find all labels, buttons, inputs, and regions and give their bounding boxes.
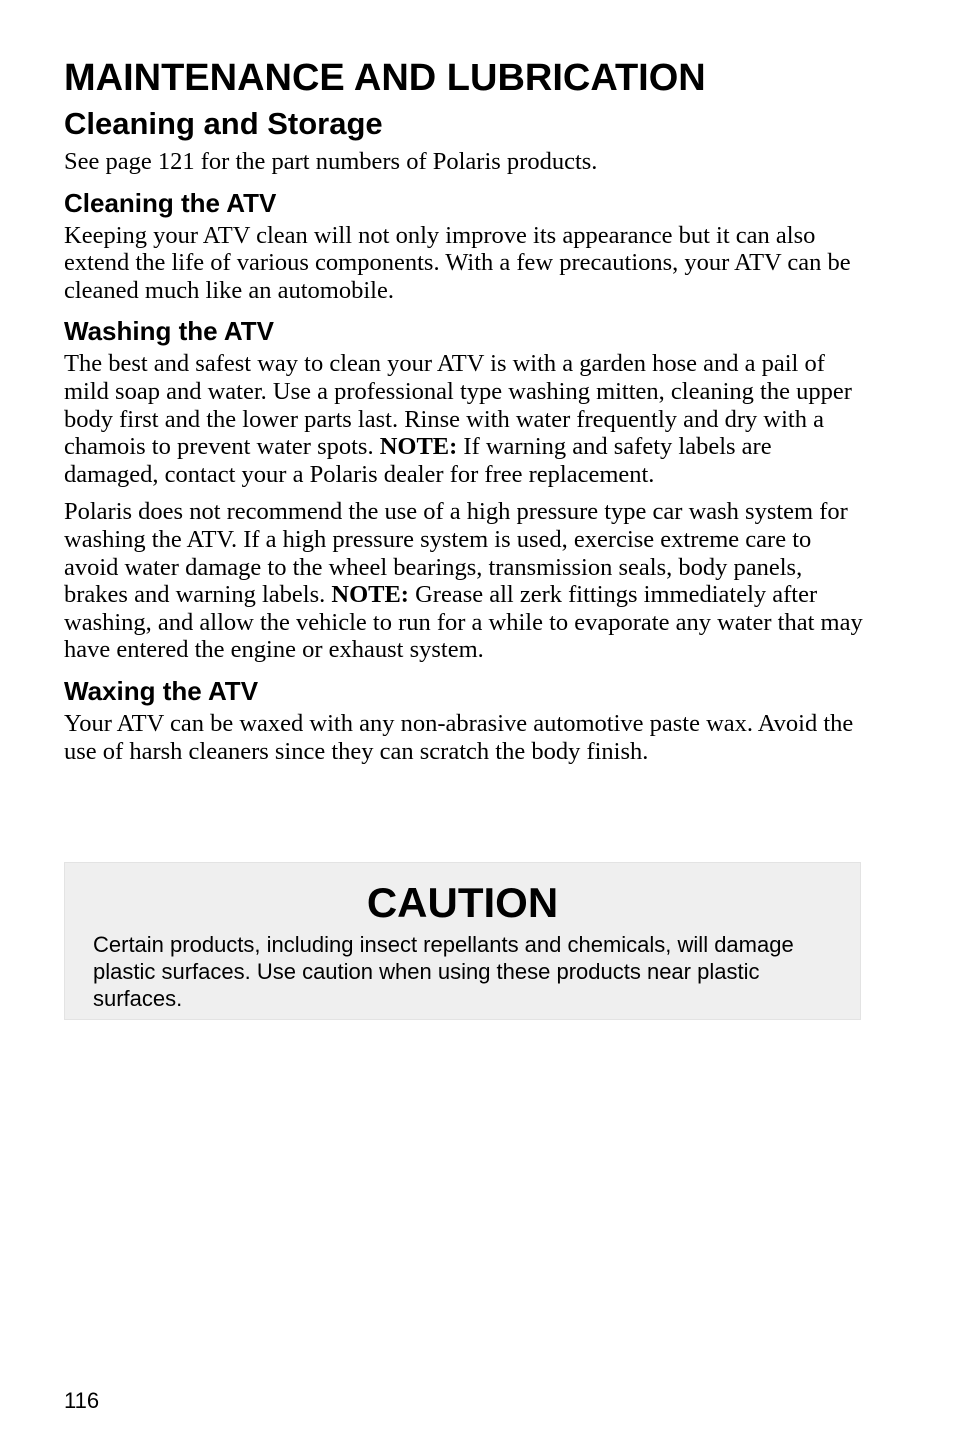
intro-paragraph: See page 121 for the part numbers of Polaris products. (64, 148, 598, 175)
waxing-paragraph: Your ATV can be waxed with any non-abrasive automotive paste wax. Avoid the use of harsh cleaners since they can scratch the body finish. (64, 709, 854, 765)
washing-p2-text: Polaris does not recommend the use of a high pressure type car wash system for washing the ATV. If a high pressure system is used, exercise extreme care to avoid water damage to the wheel bearings, transmission seals, body panels, brakes and warning labels. (64, 498, 848, 609)
cleaning-heading: Cleaning the ATV (64, 187, 277, 218)
washing-p2-note: Grease all zerk fittings immediately after washing, and allow the vehicle to run for a while to evaporate any water that may have entered the engine or exhaust system. (64, 581, 863, 664)
page-content (64, 52, 864, 775)
washing-paragraph-1 (64, 350, 864, 488)
washing-paragraph-2 (64, 498, 864, 664)
page-number: 116 (64, 1388, 100, 1413)
waxing-heading: Waxing the ATV (64, 675, 259, 706)
cleaning-paragraph: Keeping your ATV clean will not only improve its appearance but it can also extend the life of various components. With a few precautions, your ATV can be cleaned much like an automobile. (64, 221, 851, 304)
page-title: MAINTENANCE AND LUBRICATION (64, 57, 706, 99)
washing-p1-text: The best and safest way to clean your ATV is with a garden hose and a pail of mild soap and water. Use a professional type washing mitten, cleaning the upper body first and the lower parts last. Rinse with water frequently and dry with a chamois to prevent water spots. (64, 350, 852, 461)
note-label: NOTE: (331, 581, 409, 609)
caution-title: CAUTION (366, 879, 559, 926)
washing-heading: Washing the ATV (64, 316, 274, 347)
washing-p1-note: If warning and safety labels are damaged, contact your a Polaris dealer for free replacement. (64, 433, 772, 488)
caution-box (64, 862, 861, 1020)
note-label: NOTE: (379, 433, 458, 461)
caution-text: Certain products, including insect repellants and chemicals, will damage plastic surfaces. Use caution when using these products near plastic surfaces. (93, 932, 794, 1011)
section-title: Cleaning and Storage (64, 106, 383, 141)
